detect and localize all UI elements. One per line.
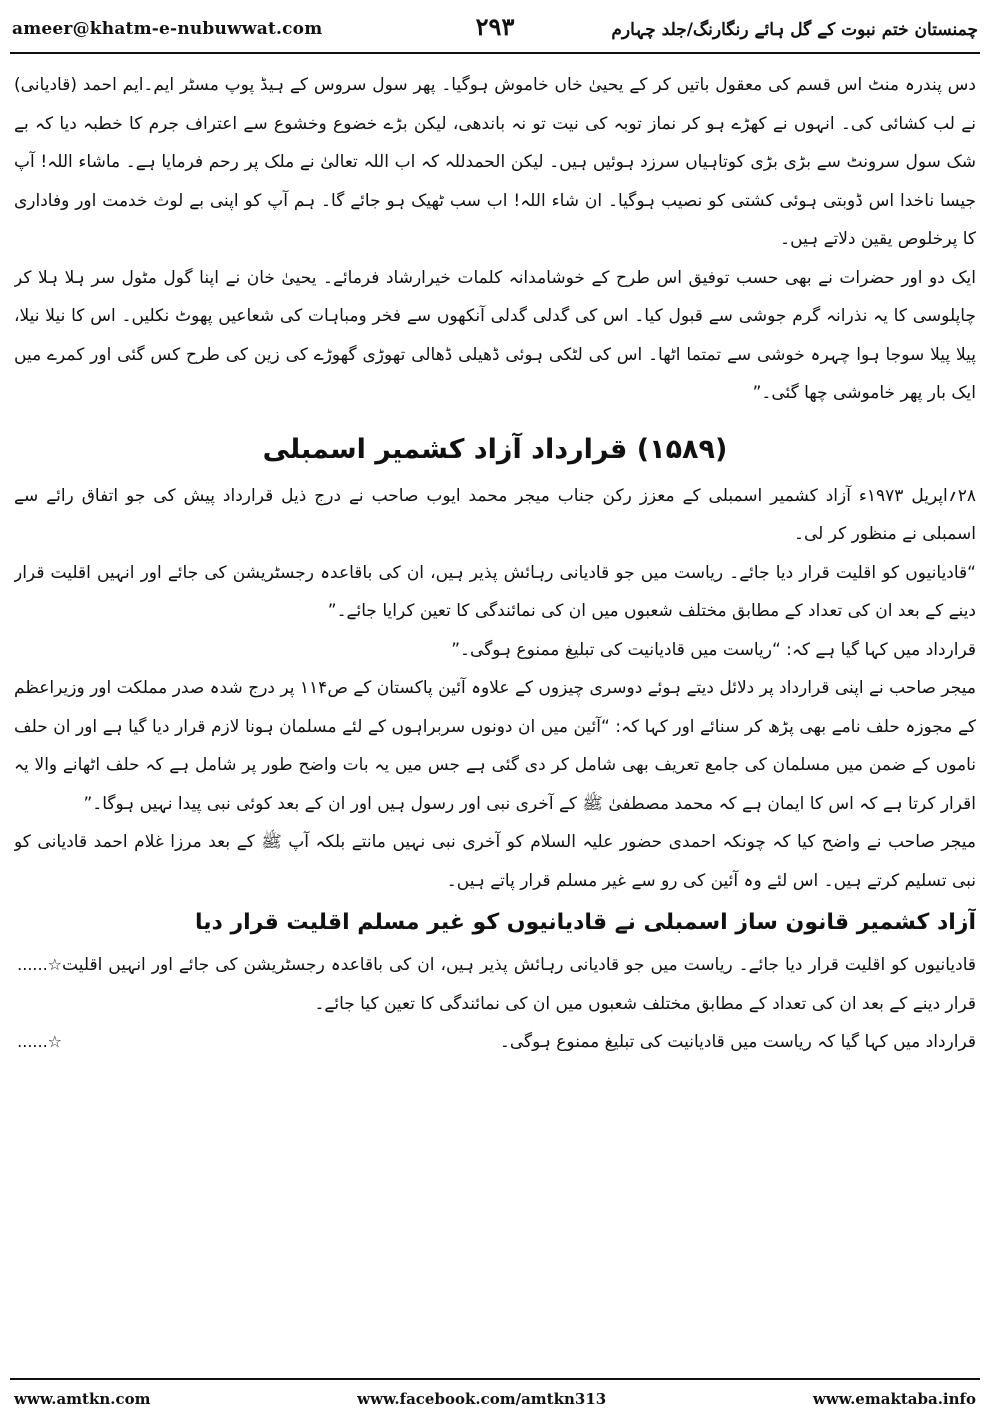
bullet-item [14,946,976,1023]
page-footer [14,1386,976,1412]
page-number: ۲۹۳ [475,12,515,41]
paragraph-5: قرارداد میں کہا گیا ہے کہ: “ریاست میں قادیانیت کی تبلیغ ممنوع ہوگی۔” [451,639,976,660]
header-email: ameer@khatm-e-nubuwwat.com [12,19,323,39]
sub-heading: آزاد کشمیر قانون ساز اسمبلی نے قادیانیوں کو غیر مسلم اقلیت قرار دیا [194,910,976,935]
page-header [12,10,978,48]
paragraph-3: ۲۸؍اپریل ۱۹۷۳ء آزاد کشمیر اسمبلی کے معزز رکن جناب میجر محمد ایوب صاحب نے درج ذیل قرارداد پیش کی جو اتفاق رائے سے اسمبلی نے منظور کر لی۔ [14,485,976,544]
paragraph-4: “قادیانیوں کو اقلیت قرار دیا جائے۔ ریاست میں جو قادیانی رہائش پذیر ہیں، ان کی باقاعدہ رجسٹریشن کی جائے اور انہیں اقلیت قرار دینے کے بعد ان کی تعداد کے مطابق مختلف شعبوں میں ان کی نمائندگی کا تعین کرایا جائے۔” [14,562,976,621]
bullet-text: قرارداد میں کہا گیا کہ ریاست میں قادیانیت کی تبلیغ ممنوع ہوگی۔ [499,1032,976,1052]
page-body [14,66,976,1368]
book-title: چمنستان ختم نبوت کے گل ہائے رنگارنگ/جلد چہارم [611,19,978,40]
footer-link-center[interactable]: www.facebook.com/amtkn313 [357,1390,607,1408]
footer-link-right[interactable]: www.emaktaba.info [812,1390,976,1408]
footer-divider [10,1378,980,1380]
paragraph-7: میجر صاحب نے واضح کیا کہ چونکہ احمدی حضور علیہ السلام کو آخری نبی نہیں مانتے بلکہ آپ ﷺ کے بعد مرزا غلام احمد قادیانی کو نبی تسلیم کرتے ہیں۔ اس لئے وہ آئین کی رو سے غیر مسلم قرار پاتے ہیں۔ [14,832,976,891]
paragraph-6: میجر صاحب نے اپنی قرارداد پر دلائل دیتے ہوئے دوسری چیزوں کے علاوہ آئین پاکستان کے ص۱۱۴ پر درج شدہ صدر مملکت اور وزیراعظم کے مجوزہ حلف نامے بھی پڑھ کر سنائے اور کہا کہ: “آئین میں ان دونوں سربراہوں کے لئے مسلمان ہونا لازم قرار دیا گیا ہے اور ان حلف ناموں کے ضمن میں مسلمان کی جامع تعریف بھی شامل کر دی گئی ہے جس میں یہ بات واضح طور پر شامل ہے کہ حلف اٹھانے والا یہ اقرار کرتا ہے کہ اس کا ایمان ہے کہ محمد مصطفیٰ ﷺ کے آخری نبی اور رسول ہیں اور ان کے بعد کوئی نبی پیدا نہیں ہوگا۔” [14,678,976,814]
section-heading: (۱۵۸۹) قرارداد آزاد کشمیر اسمبلی [262,433,728,465]
star-bullet-icon: ☆...... [17,955,62,974]
paragraph-1: دس پندرہ منٹ اس قسم کی معقول باتیں کر کے یحییٰ خاں خاموش ہوگیا۔ پھر سول سروس کے ہیڈ پوپ مسٹر ایم۔ایم احمد (قادیانی) نے لب کشائی کی۔ انہوں نے کھڑے ہو کر نماز توبہ کی نیت تو نہ باندھی، لیکن بڑے خضوع وخشوع سے اعتراف جرم کا خطبہ دیا کہ بے شک سول سرونٹ سے بڑی بڑی کوتاہیاں سرزد ہوئیں ہیں۔ لیکن الحمدللہ کہ اب اللہ تعالیٰ نے ملک پر رحم فرمایا ہے۔ ماشاء اللہ! آپ جیسا ناخدا اس ڈوبتی ہوئی کشتی کو نصیب ہوگیا۔ ان شاء اللہ! اب سب ٹھیک ہو جائے گا۔ ہم آپ کو اپنی بے لوث خدمت اور وفاداری کا پرخلوص یقین دلاتے ہیں۔ [14,75,976,249]
header-divider [10,52,980,54]
footer-link-left[interactable]: www.amtkn.com [14,1390,151,1408]
bullet-item [14,1023,976,1062]
star-bullet-icon: ☆...... [17,1032,62,1051]
paragraph-2: ایک دو اور حضرات نے بھی حسب توفیق اس طرح کے خوشامدانہ کلمات خیرارشاد فرمائے۔ یحییٰ خان نے اپنا گول مٹول سر ہلا ہلا کر چاپلوسی کا یہ نذرانہ گرم جوشی سے قبول کیا۔ اس کی گدلی گدلی آنکھوں سے فخر ومباہات کی شعاعیں پھوٹ نکلیں۔ اس کا نیلا نیلا، پیلا پیلا سوجا ہوا چہرہ خوشی سے تمتما اٹھا۔ اس کی لٹکی ہوئی ڈھیلی ڈھالی تھوڑی گھوڑے کی زین کی طرح کس گئی اور کمرے میں ایک بار پھر خاموشی چھا گئی۔” [14,267,976,403]
bullet-text: قادیانیوں کو اقلیت قرار دیا جائے۔ ریاست میں جو قادیانی رہائش پذیر ہیں، ان کی باقاعدہ رجسٹریشن کی جائے اور انہیں اقلیت قرار دینے کے بعد ان کی تعداد کے مطابق مختلف شعبوں میں ان کی نمائندگی کا تعین کیا جائے۔ [62,955,976,1014]
